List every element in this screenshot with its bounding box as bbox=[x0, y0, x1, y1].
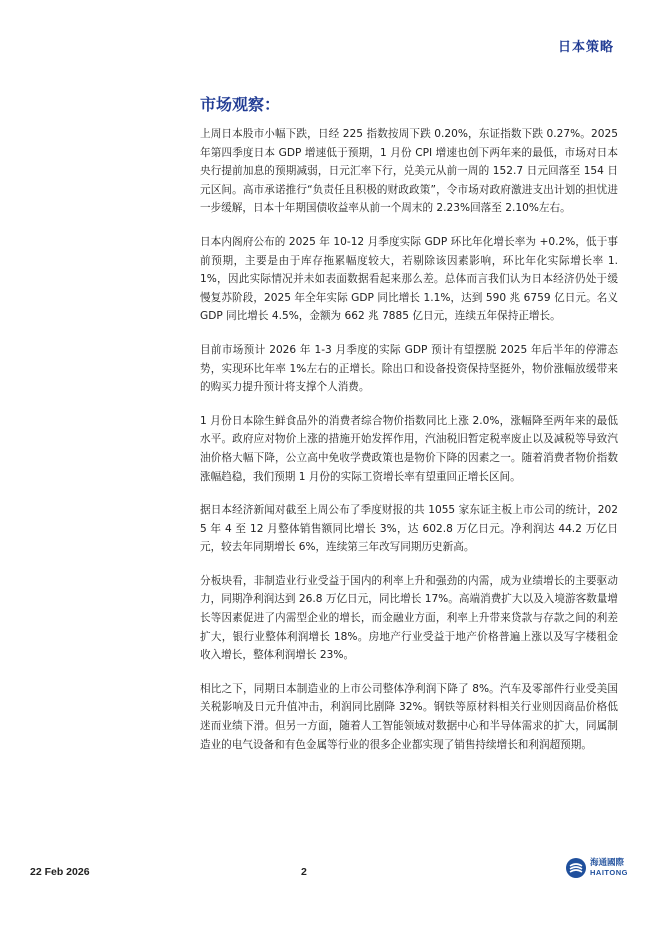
haitong-logo bbox=[566, 858, 628, 878]
paragraph-market-summary: 上周日本股市小幅下跌，日经 225 指数按周下跌 0.20%，东证指数下跌 0.27%。2025 年第四季度日本 GDP 增速低于预期，1 月份 CPI 增速也创下两年来的最低，市场对日本央行提前加息的预期减弱，日元汇率下行，兑美元从前一周的 152.7 日元回落至 154 日元区间。高市承诺推行“负责任且积极的财政政策”，令市场对政府激进支出计划的担忧进一步缓解，日本十年期国债收益率从前一个周末的 2.23%回落至 2.10%左右。 bbox=[200, 128, 618, 215]
paragraph-earnings: 据日本经济新闻对截至上周公布了季度财报的共 1055 家东证主板上市公司的统计，2025 年 4 至 12 月整体销售额同比增长 3%，达 602.8 万亿日元。净利润达 44.2 万亿日元，较去年同期增长 6%，连续第三年改写同期历史新高。 bbox=[200, 504, 618, 554]
haitong-logo-icon bbox=[566, 858, 586, 878]
page-number: 2 bbox=[301, 866, 307, 878]
logo-english-text: HAITONG bbox=[590, 868, 628, 877]
footer-date: 22 Feb 2026 bbox=[30, 866, 90, 878]
paragraph-manufacturing: 相比之下，同期日本制造业的上市公司整体净利润下降了 8%。汽车及零部件行业受美国关税影响及日元升值冲击，利润同比剧降 32%。钢铁等原材料相关行业则因商品价格低迷而业绩下滑。但另一方面，随着人工智能领域对数据中心和半导体需求的扩大，同属制造业的电气设备和有色金属等行业的很多企业都实现了销售持续增长和利润超预期。 bbox=[200, 682, 618, 751]
section-title: 市场观察： bbox=[200, 95, 281, 114]
paragraph-non-manufacturing: 分板块看，非制造业行业受益于国内的利率上升和强劲的内需，成为业绩增长的主要驱动力，同期净利润达到 26.8 万亿日元，同比增长 17%。高端消费扩大以及入境游客数量增长等因素促进了内需型企业的增长，而金融业方面，利率上升带来贷款与存款之间的利差扩大，银行业整体利润增长 18%。房地产行业受益于地产价格普遍上涨以及写字楼租金收入增长，整体利润增长 23%。 bbox=[200, 574, 618, 662]
paragraph-gdp-outlook: 目前市场预计 2026 年 1-3 月季度的实际 GDP 预计有望摆脱 2025 年后半年的停滞态势，实现环比年率 1%左右的正增长。除出口和设备投资保持坚挺外，物价涨幅放缓带来的购买力提升预计将支撑个人消费。 bbox=[200, 343, 618, 394]
logo-chinese-text: 海通國際 bbox=[590, 858, 625, 868]
paragraph-cpi: 1 月份日本除生鲜食品外的消费者综合物价指数同比上涨 2.0%，涨幅降至两年来的最低水平。政府应对物价上涨的措施开始发挥作用，汽油税旧暂定税率废止以及减税等导致汽油价格大幅下降，公立高中免收学费政策也是物价下降的因素之一。随着消费者物价指数涨幅趋稳，我们预期 1 月份的实际工资增长率有望重回正增长区间。 bbox=[200, 414, 618, 483]
paragraph-gdp: 日本内阁府公布的 2025 年 10-12 月季度实际 GDP 环比年化增长率为 +0.2%，低于事前预期，主要是由于库存拖累幅度较大，若剔除该因素影响，环比年化实际增长率 1.1%，因此实际情况并未如表面数据看起来那么差。总体而言我们认为日本经济仍处于缓慢复苏阶段，2025 年全年实际 GDP 同比增长 1.1%，达到 590 兆 6759 亿日元。名义 GDP 同比增长 4.5%，金额为 662 兆 7885 亿日元，连续五年保持正增长。 bbox=[200, 235, 618, 323]
page-header-title: 日本策略 bbox=[557, 40, 614, 55]
body-text bbox=[200, 125, 618, 769]
